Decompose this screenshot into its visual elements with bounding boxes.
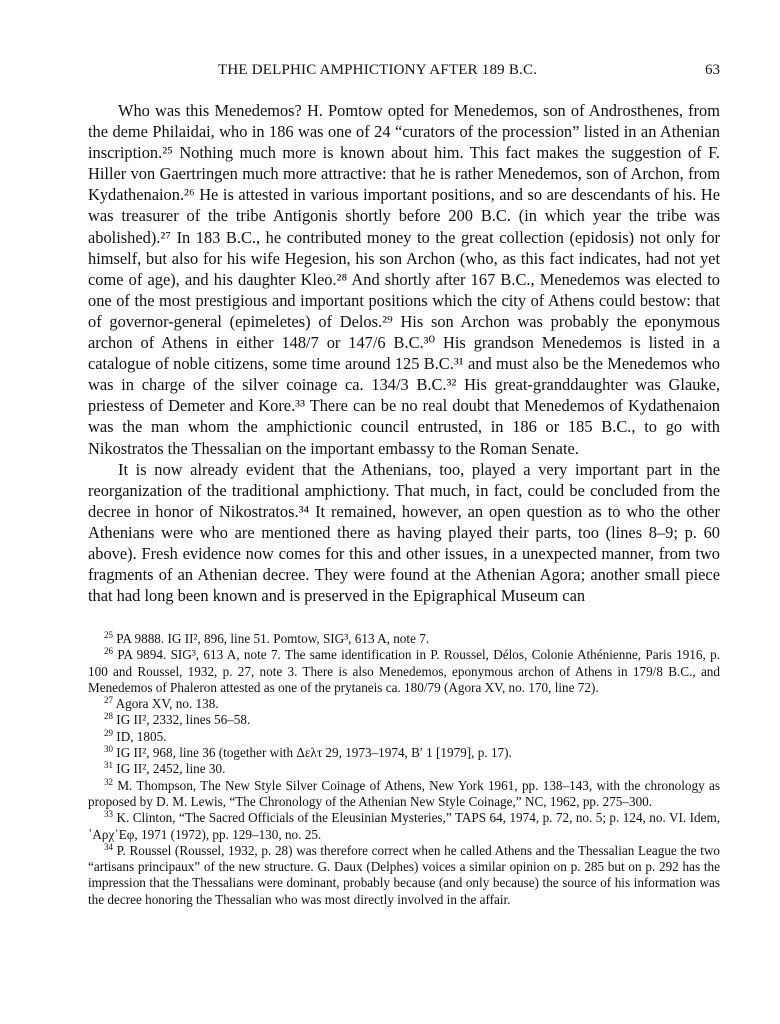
footnote [88,729,720,745]
running-title: THE DELPHIC AMPHICTIONY AFTER 189 B.C. [218,62,538,78]
footnote-text: IG II², 968, line 36 (together with Δελτ 29, 1973–1974, Β′ 1 [1979], p. 17). [116,745,512,761]
footnote-number: 32 [104,776,113,787]
footnote-text: PA 9888. IG II², 896, line 51. Pomtow, SIG³, 613 A, note 7. [116,631,430,646]
footnote [88,696,720,712]
footnote [88,647,720,696]
footnote-number: 25 [104,630,113,640]
footnotes [88,631,720,908]
body-paragraph: It is now already evident that the Athenians, too, played a very important part in the reorganization of the traditional amphictiony. That much, in fact, could be concluded from the decree in honor of Nikostratos.³⁴ It remained, however, an open question as to who the other Athenians were who are mentioned there as having played their parts, too (lines 8–9; p. 60 above). Fresh evidence now comes for this and other issues, in a unexpected manner, from two fragments of an Athenian decree. They were found at the Athenian Agora; another small piece that had long been known and is preserved in the Epigraphical Museum can [88,459,720,606]
footnote-number: 30 [104,744,113,755]
footnote-number: 31 [104,760,113,771]
footnote-text: IG II², 2452, line 30. [116,761,226,777]
page-number: 63 [705,62,720,78]
footnote-text: M. Thompson, The New Style Silver Coinage of Athens, New York 1961, pp. 138–143, with the chronology as proposed by D. M. Lewis, “The Chronology of the Athenian New Style Coinage,” NC, 1962, pp. 275–300. [88,777,721,809]
footnote [88,778,720,811]
footnote-text: P. Roussel (Roussel, 1932, p. 28) was therefore correct when he called Athens and the Thessalian League the two “artisans principaux” of the new structure. G. Daux (Delphes) voices a similar opinion on p. 285 but on p. 292 has the impression that the Thessalians were dominant, probably because (and only because) the source of his information was the decree honoring the Thessalian who was most directly involved in the affair. [88,842,720,907]
footnote-text: PA 9894. SIG³, 613 A, note 7. The same identification in P. Roussel, Délos, Colonie Athénienne, Paris 1916, p. 100 and Roussel, 1932, p. 27, note 3. There is also Menedemos, eponymous archon of Athens in 179/8 B.C., and Menedemos of Phaleron attested as one of the prytaneis ca. 180/79 (Agora XV, no. 170, line 72). [88,647,720,695]
footnote [88,712,720,728]
footnote [88,843,720,908]
footnote-number: 26 [104,646,113,657]
footnote-number: 27 [104,695,113,706]
footnote-number: 34 [104,841,113,852]
footnote-text: K. Clinton, “The Sacred Officials of the Eleusinian Mysteries,” TAPS 64, 1974, p. 72, no. 5; p. 124, no. VI. Idem, ᾽Αρχ᾽Εφ, 1971 (1972), pp. 129–130, no. 25. [88,810,721,842]
footnote-number: 28 [104,711,113,722]
footnote [88,810,720,843]
footnote [88,631,720,647]
footnote-number: 29 [104,727,113,738]
body-paragraph: Who was this Menedemos? H. Pomtow opted for Menedemos, son of Androsthenes, from the deme Philaidai, who in 186 was one of 24 “curators of the procession” listed in an Athenian inscription.²⁵ Nothing much more is known about him. This fact makes the suggestion of F. Hiller von Gaertringen much more attractive: that he is rather Menedemos, son of Archon, from Kydathenaion.²⁶ He is attested in various important positions, and so are descendants of his. He was treasurer of the tribe Antigonis shortly before 200 B.C. (in which year the tribe was abolished).²⁷ In 183 B.C., he contributed money to the great collection (epidosis) not only for himself, but also for his wife Hegesion, his son Archon (who, as this fact indicates, had not yet come of age), and his daughter Kleo.²⁸ And shortly after 167 B.C., Menedemos was elected to one of the most prestigious and important positions which the city of Athens could bestow: that of governor-general (epimeletes) of Delos.²⁹ His son Archon was probably the eponymous archon of Athens in either 148/7 or 147/6 B.C.³⁰ His grandson Menedemos is listed in a catalogue of noble citizens, some time around 125 B.C.³¹ and must also be the Menedemos who was in charge of the silver coinage ca. 134/3 B.C.³² His great-granddaughter was Glauke, priestess of Demeter and Kore.³³ There can be no real doubt that Menedemos of Kydathenaion was the man whom the amphictionic council entrusted, in 186 or 185 B.C., to go with Nikostratos the Thessalian on the important embassy to the Roman Senate. [88,101,720,458]
footnote [88,761,720,777]
footnote [88,745,720,761]
body-text [88,100,720,606]
footnote-text: IG II², 2332, lines 56–58. [116,712,251,728]
footnote-text: ID, 1805. [116,728,167,744]
footnote-number: 33 [104,809,113,820]
footnote-text: Agora XV, no. 138. [115,696,219,712]
